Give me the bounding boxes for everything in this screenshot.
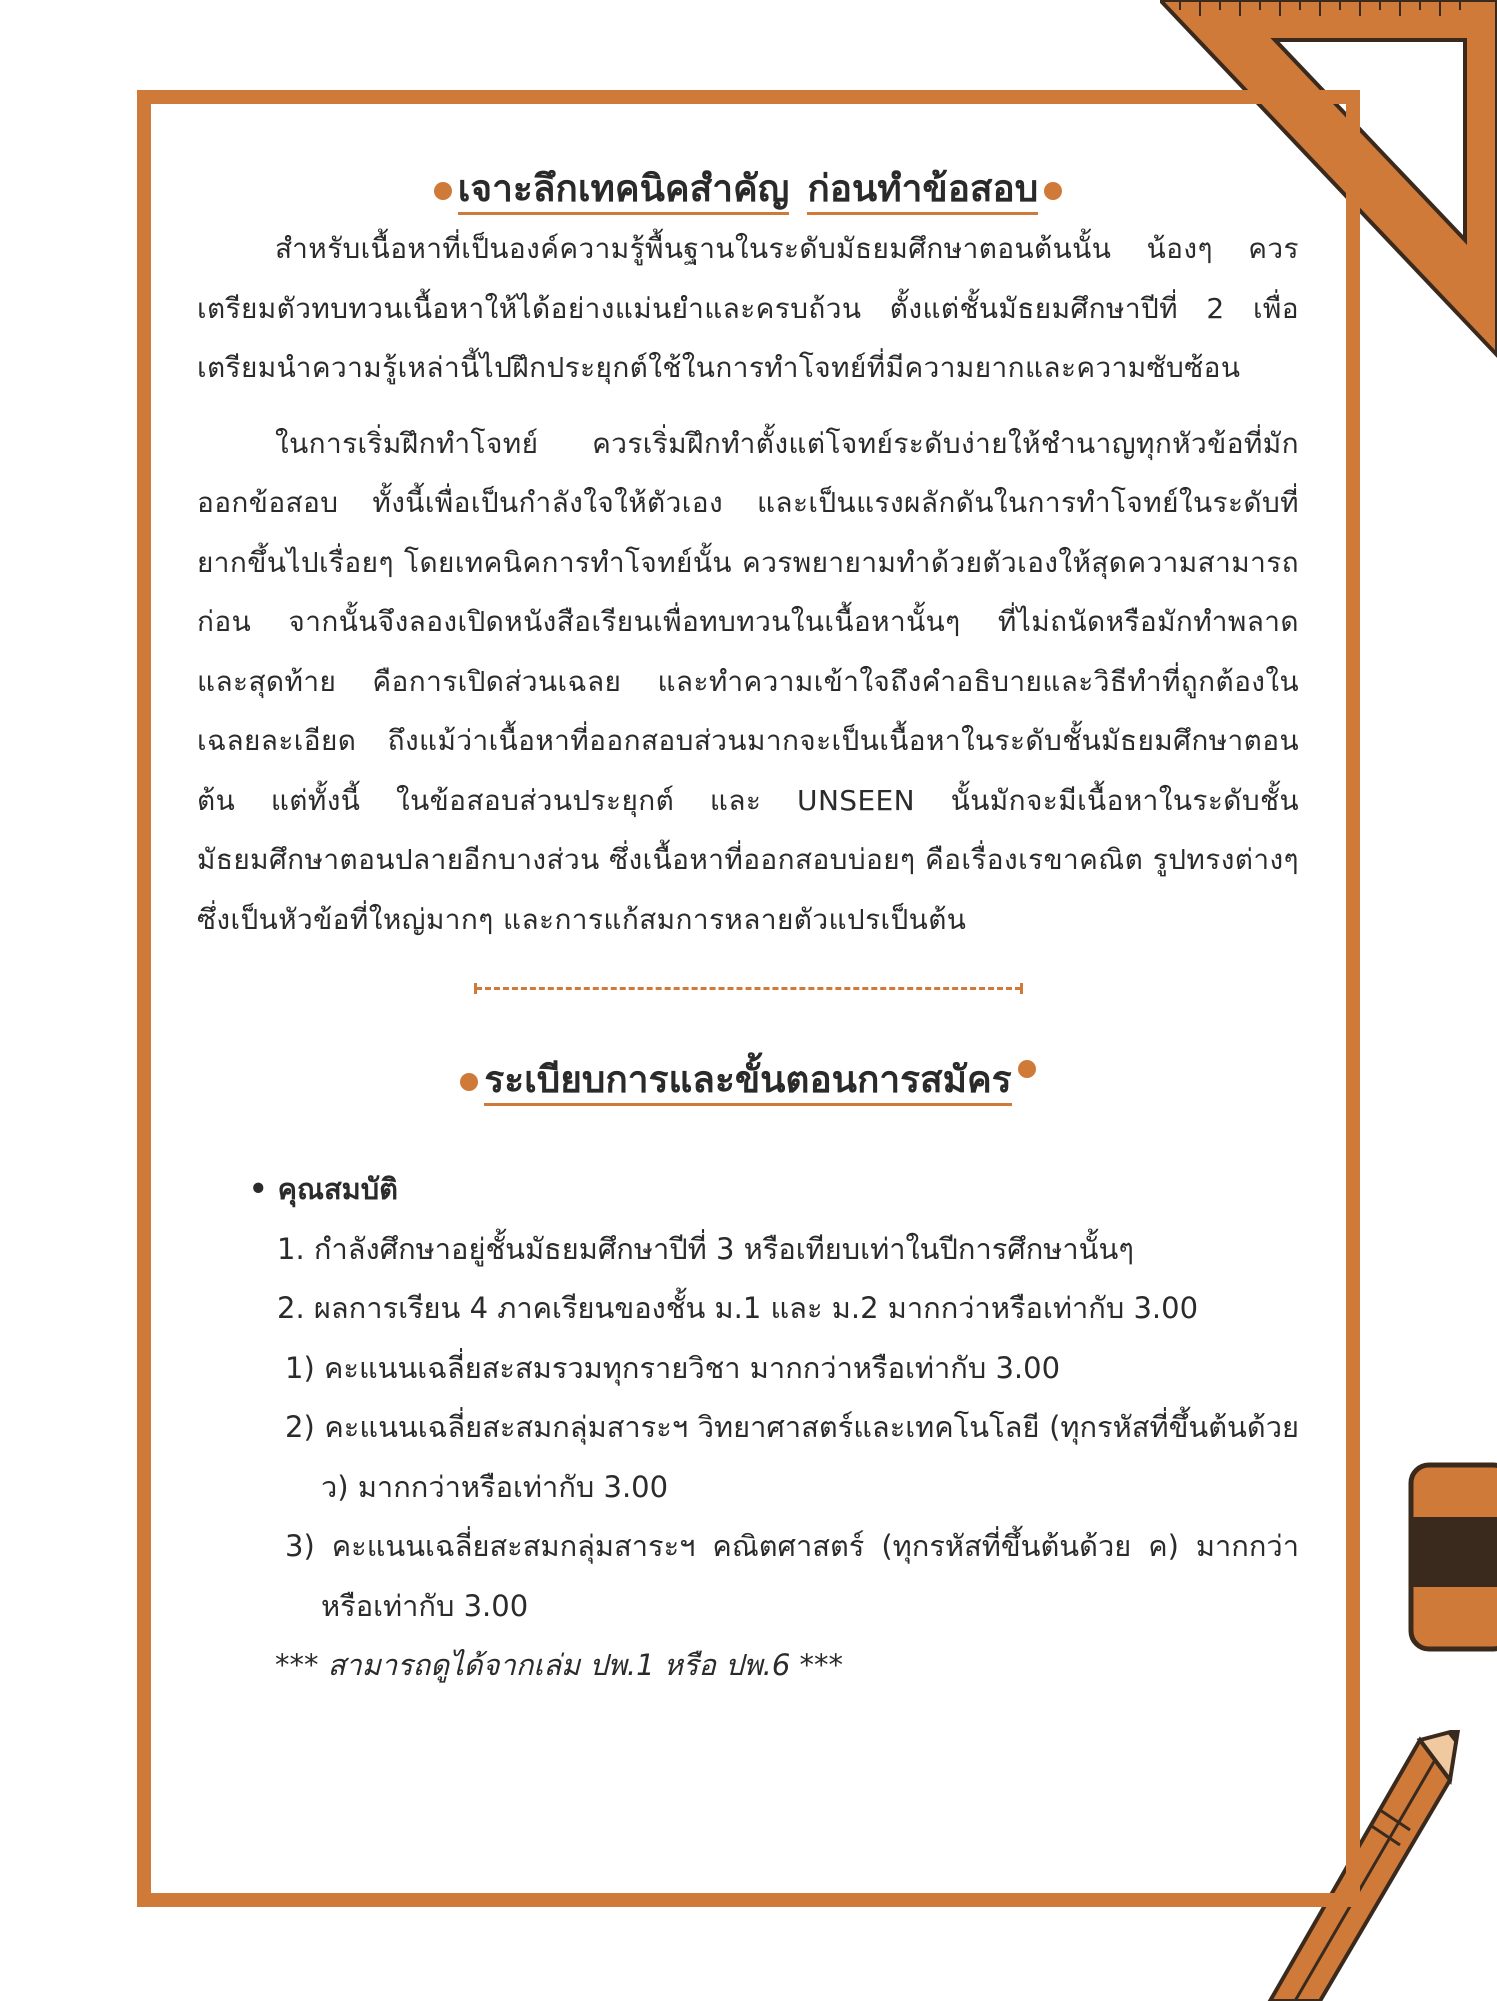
content [197,165,1299,1696]
section2-title-text: ระเบียบการและขั้นตอนการสมัคร [484,1058,1011,1106]
dashed-divider [476,987,1021,990]
sub-list-item: 2) คะแนนเฉลี่ยสะสมกลุ่มสาระฯ วิทยาศาสตร์และเทคโนโลยี (ทุกรหัสที่ขึ้นต้นด้วย ว) มากกว่าหรือเท่ากับ 3.00 [285,1410,1299,1504]
bullet-dot-icon [1018,1060,1036,1078]
sub-list-item: 1) คะแนนเฉลี่ยสะสมรวมทุกรายวิชา มากกว่าหรือเท่ากับ 3.00 [285,1350,1061,1385]
section1-title-part2: ก่อนทำข้อสอบ [807,167,1038,215]
bullet-dot-icon [434,182,452,200]
paragraph: สำหรับเนื้อหาที่เป็นองค์ความรู้พื้นฐานในระดับมัธยมศึกษาตอนต้นนั้น น้องๆ ควรเตรียมตัวทบทวนเนื้อหาให้ได้อย่างแม่นยำและครบถ้วน ตั้งแต่ชั้นมัธยมศึกษาปีที่ 2 เพื่อเตรียมนำความรู้เหล่านี้ไปฝึกประยุกต์ใช้ในการทำโจทย์ที่มีความยากและความซับซ้อน [197,232,1299,384]
paragraph: ในการเริ่มฝึกทำโจทย์ ควรเริ่มฝึกทำตั้งแต่โจทย์ระดับง่ายให้ชำนาญทุกหัวข้อที่มักออกข้อสอบ ทั้งนี้เพื่อเป็นกำลังใจให้ตัวเอง และเป็นแรงผลักดันในการทำโจทย์ในระดับที่ยากขึ้นไปเรื่อยๆ โดยเทคนิคการทำโจทย์นั้น ควรพยายามทำด้วยตัวเองให้สุดความสามารถก่อน จากนั้นจึงลองเปิดหนังสือเรียนเพื่อทบทวนในเนื้อหานั้นๆ ที่ไม่ถนัดหรือมักทำพลาด และสุดท้าย คือการเปิดส่วนเฉลย และทำความเข้าใจถึงคำอธิบายและวิธีทำที่ถูกต้องในเฉลยละเอียด ถึงแม้ว่าเนื้อหาที่ออกสอบส่วนมากจะเป็นเนื้อหาในระดับชั้นมัธยมศึกษาตอนต้น แต่ทั้งนี้ ในข้อสอบส่วนประยุกต์ และ UNSEEN นั้นมักจะมีเนื้อหาในระดับชั้นมัธยมศึกษาตอนปลายอีกบางส่วน ซึ่งเนื้อหาที่ออกสอบบ่อยๆ คือเรื่องเรขาคณิต รูปทรงต่างๆ ซึ่งเป็นหัวข้อที่ใหญ่มากๆ และการแก้สมการหลายตัวแปรเป็นต้น [197,426,1299,936]
sub-list-item: 3) คะแนนเฉลี่ยสะสมกลุ่มสาระฯ คณิตศาสตร์ (ทุกรหัสที่ขึ้นต้นด้วย ค) มากกว่าหรือเท่ากับ 3.00 [285,1529,1299,1623]
section1-title-part1: เจาะลึกเทคนิคสำคัญ [458,167,790,215]
bullet-dot-icon [460,1073,478,1091]
eraser-icon [1408,1462,1497,1652]
section2-title [197,1056,1299,1104]
bullet-dot-icon [1044,182,1062,200]
list-item: 2. ผลการเรียน 4 ภาคเรียนของชั้น ม.1 และ ม.2 มากกว่าหรือเท่ากับ 3.00 [277,1291,1199,1325]
qualifications-title: • คุณสมบัติ [197,1160,1299,1220]
source-note: *** สามารถดูได้จากเล่ม ปพ.1 หรือ ปพ.6 *** [275,1648,843,1682]
section1-title [197,165,1299,213]
list-item: 1. กำลังศึกษาอยู่ชั้นมัธยมศึกษาปีที่ 3 หรือเทียบเท่าในปีการศึกษานั้นๆ [277,1231,1134,1266]
qualifications [197,1160,1299,1696]
